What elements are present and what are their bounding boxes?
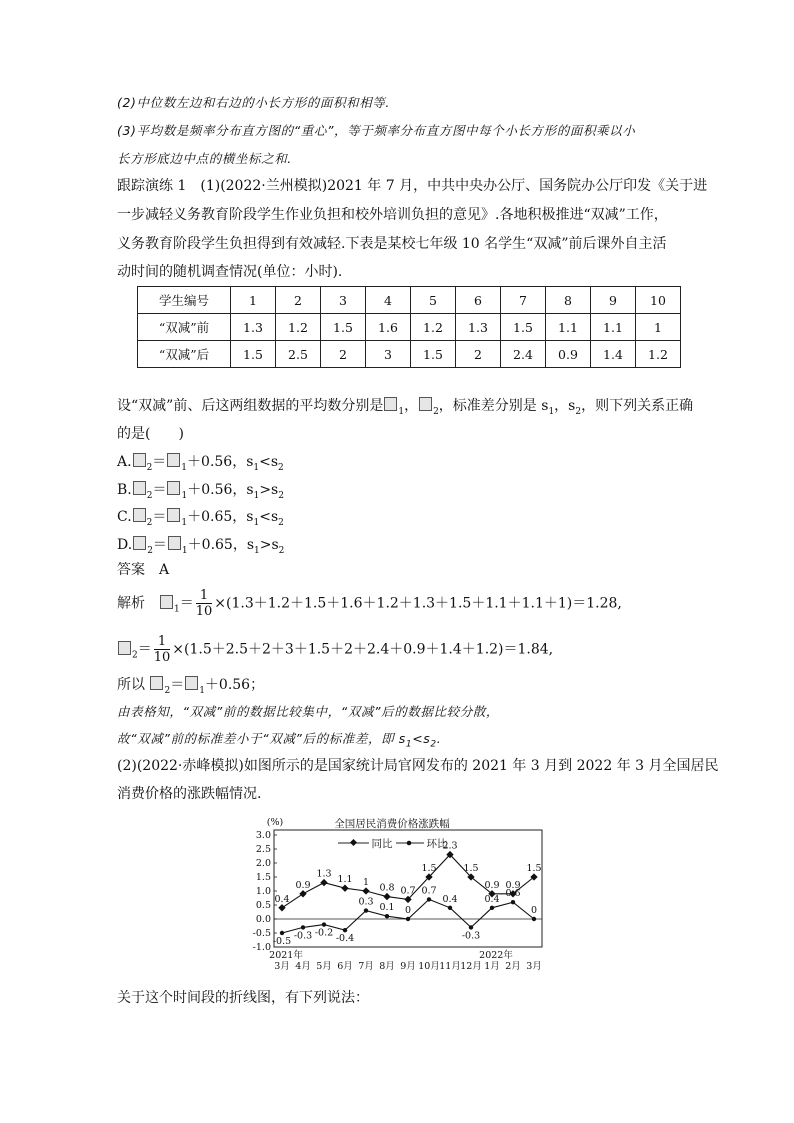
table-cell: 1.2 bbox=[276, 314, 321, 341]
x-bar-1-symbol bbox=[167, 481, 180, 495]
legend-label-yoy: 同比 bbox=[371, 838, 393, 850]
chart-title: 全国居民消费价格涨跌幅 bbox=[334, 818, 450, 830]
x-tick-label: 3月 bbox=[526, 961, 542, 972]
x-bar-2-symbol bbox=[133, 508, 146, 522]
year-label: 2021年 bbox=[269, 950, 303, 961]
text-line: 跟踪演练 1 (1)(2022·兰州模拟)2021 年 7 月，中共中央办公厅、国务院办公厅印发《关于进 bbox=[117, 178, 708, 194]
table-header-cell: 4 bbox=[366, 287, 411, 314]
table-cell: 1.6 bbox=[366, 314, 411, 341]
data-label-yoy: 0.8 bbox=[379, 882, 395, 894]
x-tick-label: 6月 bbox=[337, 961, 353, 972]
table-cell: 1.5 bbox=[231, 341, 276, 368]
data-point-mom bbox=[301, 925, 305, 929]
solution-line-1: 解析 $_1$＝ $\frac{1}{10}$ ×(1.3＋1.2＋1.5＋1.6＋1.2＋1.3＋1.5＋1.1＋1.1＋1)＝1.28, bbox=[117, 588, 622, 619]
data-point-yoy bbox=[320, 879, 327, 886]
data-point-mom bbox=[385, 914, 389, 918]
table-cell: 1.1 bbox=[546, 314, 591, 341]
data-label-yoy: 1 bbox=[362, 877, 370, 888]
data-point-mom bbox=[448, 906, 452, 910]
text-line: 动时间的随机调查情况(单位：小时). bbox=[117, 264, 343, 280]
x-bar-2-symbol bbox=[419, 397, 432, 411]
data-point-yoy bbox=[383, 893, 390, 900]
table-header-cell: 5 bbox=[411, 287, 456, 314]
table-cell: 2 bbox=[321, 341, 366, 368]
data-label-mom: 0 bbox=[404, 905, 412, 916]
text-line: 长方形底边中点的横坐标之和. bbox=[117, 151, 292, 166]
x-bar-1-symbol bbox=[384, 397, 397, 411]
data-label-mom: 0.4 bbox=[442, 893, 458, 905]
table-header-label: 学生编号 bbox=[138, 287, 231, 314]
table-cell: 1 bbox=[636, 314, 681, 341]
data-label-yoy: 1.5 bbox=[463, 863, 479, 874]
data-label-mom: -0.5 bbox=[272, 936, 292, 947]
text-line: (2)(2022·赤峰模拟)如图所示的是国家统计局官网发布的 2021 年 3 月到 2022 年 3 月全国居民 bbox=[117, 758, 719, 774]
data-label-yoy: 0.9 bbox=[505, 879, 521, 891]
y-tick-label: 0.0 bbox=[255, 914, 271, 925]
table-cell: 3 bbox=[366, 341, 411, 368]
table-header-cell: 6 bbox=[456, 287, 501, 314]
x-bar-2-symbol bbox=[133, 453, 146, 467]
x-bar-2-symbol bbox=[118, 641, 131, 655]
data-label-yoy: 0.9 bbox=[295, 879, 311, 891]
data-label-yoy: 0.9 bbox=[484, 879, 500, 891]
table-cell: 2 bbox=[456, 341, 501, 368]
table-header-cell: 3 bbox=[321, 287, 366, 314]
data-point-mom bbox=[322, 922, 326, 926]
data-point-mom bbox=[469, 925, 473, 929]
text-line: 故“双减”前的标准差小于“双减”后的标准差，即 $s_1<s_2$. bbox=[117, 731, 442, 750]
data-label-yoy: 1.3 bbox=[316, 868, 332, 880]
option-c[interactable]: C. $_2$＝ $_1$＋0.65，$s_1<s_2$ bbox=[117, 509, 284, 528]
y-tick-label: -1.0 bbox=[252, 942, 271, 953]
table-header-cell: 10 bbox=[636, 287, 681, 314]
data-label-mom: 0.6 bbox=[505, 888, 521, 900]
x-bar-1-symbol bbox=[185, 676, 198, 690]
question-line: 设“双减”前、后这两组数据的平均数分别是 $_1$， $_2$，标准差分别是 $s_1$，$s_2$，则下列关系正确 bbox=[117, 398, 694, 417]
x-tick-label: 10月 bbox=[418, 961, 440, 972]
data-label-yoy: 0.4 bbox=[274, 893, 290, 905]
y-tick-label: 0.5 bbox=[255, 900, 271, 911]
data-point-mom bbox=[427, 897, 431, 901]
option-d[interactable]: D. $_2$＝ $_1$＋0.65，$s_1>s_2$ bbox=[117, 537, 285, 556]
x-bar-1-symbol bbox=[167, 453, 180, 467]
x-tick-label: 8月 bbox=[379, 961, 395, 972]
y-axis-label: (%) bbox=[266, 817, 284, 828]
table-cell: 1.1 bbox=[591, 314, 636, 341]
text-line: (3)平均数是频率分布直方图的“重心”，等于频率分布直方图中每个小长方形的面积乘以小 bbox=[117, 123, 636, 138]
data-point-mom bbox=[406, 917, 410, 921]
x-bar-1-symbol bbox=[168, 536, 181, 550]
x-tick-label: 12月 bbox=[460, 961, 482, 972]
data-label-yoy: 2.3 bbox=[442, 840, 458, 852]
table-row-label: “双减”后 bbox=[138, 341, 231, 368]
data-point-yoy bbox=[341, 885, 348, 892]
solution-line-3: 所以 $_2$＝ $_1$＋0.56； bbox=[117, 677, 265, 696]
table-header-cell: 1 bbox=[231, 287, 276, 314]
x-tick-label: 7月 bbox=[358, 961, 374, 972]
data-point-mom bbox=[490, 906, 494, 910]
table-header-row bbox=[138, 287, 681, 314]
option-a[interactable]: A. $_2$＝ $_1$＋0.56，$s_1<s_2$ bbox=[117, 454, 284, 473]
table-cell: 1.2 bbox=[636, 341, 681, 368]
text-line: 消费价格的涨跌幅情况. bbox=[117, 786, 262, 802]
data-label-mom: -0.3 bbox=[293, 930, 313, 942]
table-header-cell: 8 bbox=[546, 287, 591, 314]
legend-marker-mom bbox=[407, 841, 412, 846]
y-tick-label: 1.5 bbox=[255, 872, 271, 883]
question-line: 的是( ) bbox=[117, 426, 184, 442]
y-tick-label: 1.0 bbox=[255, 886, 271, 897]
x-bar-2-symbol bbox=[133, 481, 146, 495]
year-label: 2022年 bbox=[479, 950, 513, 961]
table-cell: 0.9 bbox=[546, 341, 591, 368]
table-header-cell: 2 bbox=[276, 287, 321, 314]
data-point-mom bbox=[364, 908, 368, 912]
x-bar-2-symbol bbox=[133, 536, 146, 550]
data-label-mom: -0.4 bbox=[335, 933, 355, 945]
data-point-mom bbox=[532, 917, 536, 921]
table-cell: 1.3 bbox=[231, 314, 276, 341]
data-label-yoy: 1.1 bbox=[337, 874, 353, 886]
table-header-cell: 7 bbox=[501, 287, 546, 314]
x-tick-label: 9月 bbox=[400, 961, 416, 972]
fraction: $\frac{1}{10}$ bbox=[153, 634, 171, 665]
y-tick-label: 2.5 bbox=[255, 844, 271, 855]
table-cell: 1.3 bbox=[456, 314, 501, 341]
x-tick-label: 5月 bbox=[316, 961, 332, 972]
x-tick-label: 3月 bbox=[274, 961, 290, 972]
table-cell: 1.2 bbox=[411, 314, 456, 341]
table-header-cell: 9 bbox=[591, 287, 636, 314]
table-row-label: “双减”前 bbox=[138, 314, 231, 341]
data-point-yoy bbox=[299, 890, 306, 897]
text-line: 由表格知，“双减”前的数据比较集中，“双减”后的数据比较分散， bbox=[117, 704, 500, 719]
text-line: 义务教育阶段学生负担得到有效减轻.下表是某校七年级 10 名学生“双减”前后课外自主活 bbox=[117, 236, 667, 252]
fraction: $\frac{1}{10}$ bbox=[195, 588, 213, 619]
table-row-before bbox=[138, 314, 681, 341]
text-line: (2)中位数左边和右边的小长方形的面积和相等. bbox=[117, 95, 390, 110]
table-cell: 1.5 bbox=[501, 314, 546, 341]
table-row-after bbox=[138, 341, 681, 368]
y-tick-label: 2.0 bbox=[255, 858, 271, 869]
data-label-mom: -0.2 bbox=[314, 927, 334, 939]
data-label-mom: 0.7 bbox=[421, 885, 437, 897]
x-tick-label: 2月 bbox=[505, 961, 521, 972]
y-tick-label: 3.0 bbox=[255, 830, 271, 841]
legend-marker-yoy bbox=[350, 839, 357, 846]
y-tick-label: -0.5 bbox=[252, 928, 271, 939]
data-label-mom: 0.3 bbox=[358, 896, 374, 908]
data-label-mom: 0.1 bbox=[379, 902, 395, 914]
table-cell: 1.4 bbox=[591, 341, 636, 368]
x-bar-1-symbol bbox=[160, 595, 173, 609]
x-tick-label: 1月 bbox=[484, 961, 500, 972]
data-label-yoy: 1.5 bbox=[526, 863, 542, 874]
x-tick-label: 4月 bbox=[295, 961, 311, 972]
data-label-mom: 0.4 bbox=[484, 893, 500, 905]
data-point-mom bbox=[511, 900, 515, 904]
data-point-mom bbox=[343, 928, 347, 932]
cpi-line-chart bbox=[238, 815, 558, 980]
table-cell: 2.5 bbox=[276, 341, 321, 368]
x-bar-2-symbol bbox=[150, 676, 163, 690]
data-point-mom bbox=[280, 931, 284, 935]
table-cell: 1.5 bbox=[321, 314, 366, 341]
solution-line-2: $_2$＝ $\frac{1}{10}$ ×(1.5＋2.5＋2＋3＋1.5＋2＋2.4＋0.9＋1.4＋1.2)＝1.84, bbox=[117, 634, 553, 665]
table-cell: 1.5 bbox=[411, 341, 456, 368]
data-label-mom: -0.3 bbox=[461, 930, 481, 942]
data-point-yoy bbox=[362, 887, 369, 894]
legend-label-mom: 环比 bbox=[426, 838, 448, 850]
data-label-yoy: 1.5 bbox=[421, 863, 437, 874]
answer-line: 答案 A bbox=[117, 562, 170, 578]
x-bar-1-symbol bbox=[167, 508, 180, 522]
data-label-mom: 0 bbox=[530, 905, 538, 916]
table-cell: 2.4 bbox=[501, 341, 546, 368]
data-point-yoy bbox=[278, 904, 285, 911]
data-table bbox=[137, 286, 681, 368]
text-line: 关于这个时间段的折线图，有下列说法： bbox=[117, 990, 369, 1006]
data-label-yoy: 0.7 bbox=[400, 885, 416, 897]
x-tick-label: 11月 bbox=[439, 961, 461, 972]
text-line: 一步减轻义务教育阶段学生作业负担和校外培训负担的意见》.各地积极推进“双减”工作， bbox=[117, 207, 668, 223]
option-b[interactable]: B. $_2$＝ $_1$＋0.56，$s_1>s_2$ bbox=[117, 482, 284, 501]
